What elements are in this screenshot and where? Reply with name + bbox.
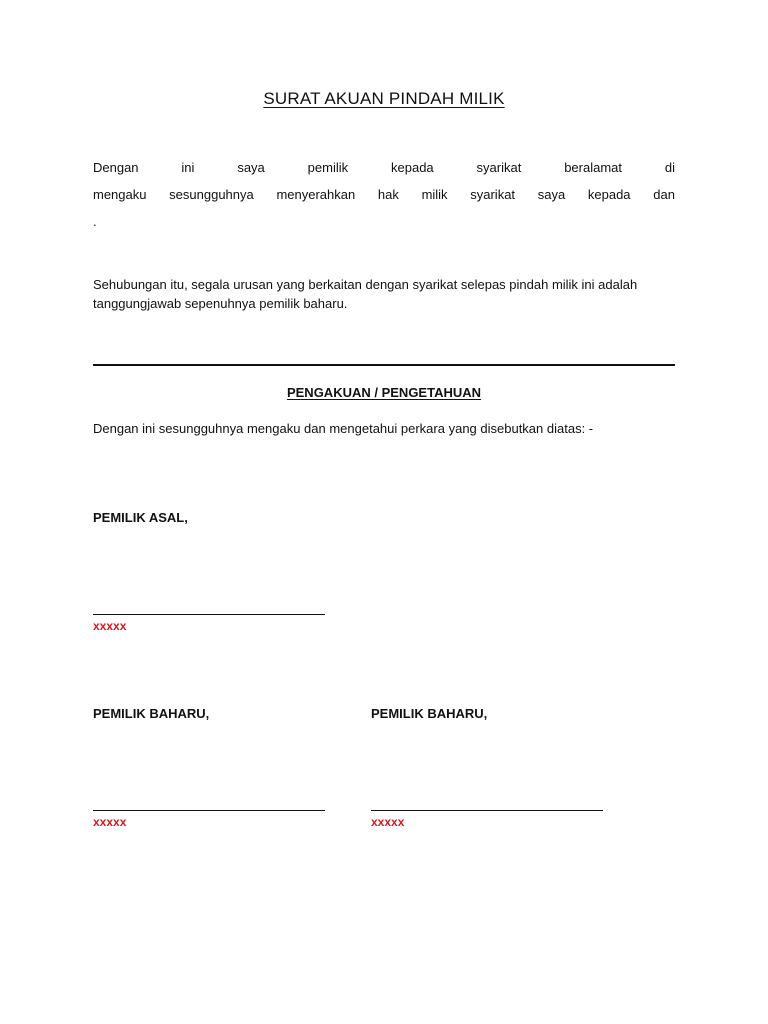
- word: milik: [421, 187, 448, 202]
- section-divider: [93, 364, 675, 366]
- new-owner-2-name: xxxxx: [371, 815, 405, 829]
- document-title: SURAT AKUAN PINDAH MILIK: [263, 89, 505, 108]
- acknowledgement-text: Dengan ini sesungguhnya mengaku dan mengetahui perkara yang disebutkan diatas: -: [93, 421, 594, 436]
- acknowledgement-heading: PENGAKUAN / PENGETAHUAN: [286, 385, 482, 400]
- word: di: [664, 160, 676, 175]
- word: ini: [181, 160, 195, 175]
- word: sesungguhnya: [169, 187, 254, 202]
- word: saya: [237, 160, 265, 175]
- declaration-line-1: [93, 154, 675, 181]
- word: hak: [377, 187, 399, 202]
- word: mengaku: [93, 187, 147, 202]
- word: Dengan: [93, 160, 139, 175]
- original-owner-name: xxxxx: [93, 619, 127, 633]
- new-owner-1-name: xxxxx: [93, 815, 127, 829]
- new-owner-1-label: PEMILIK BAHARU,: [93, 706, 210, 721]
- original-owner-signature-line[interactable]: [93, 614, 325, 615]
- new-owner-2-signature-line[interactable]: [371, 810, 603, 811]
- word: beralamat: [564, 160, 623, 175]
- word: kepada: [587, 187, 631, 202]
- word: pemilik: [307, 160, 349, 175]
- declaration-line-2: [93, 181, 675, 208]
- new-owner-2-label: PEMILIK BAHARU,: [371, 706, 488, 721]
- word: syarikat: [470, 187, 516, 202]
- word: menyerahkan: [276, 187, 356, 202]
- new-owner-1-signature-line[interactable]: [93, 810, 325, 811]
- word: syarikat: [476, 160, 522, 175]
- responsibility-paragraph: Sehubungan itu, segala urusan yang berkaitan dengan syarikat selepas pindah milik ini adalah tanggungjawab sepenuhnya pemilik baharu.: [93, 277, 638, 311]
- word: saya: [537, 187, 566, 202]
- word: dan: [653, 187, 675, 202]
- original-owner-label: PEMILIK ASAL,: [93, 510, 188, 525]
- declaration-paragraph: [93, 154, 675, 235]
- word: kepada: [391, 160, 434, 175]
- declaration-line-3: .: [93, 214, 97, 229]
